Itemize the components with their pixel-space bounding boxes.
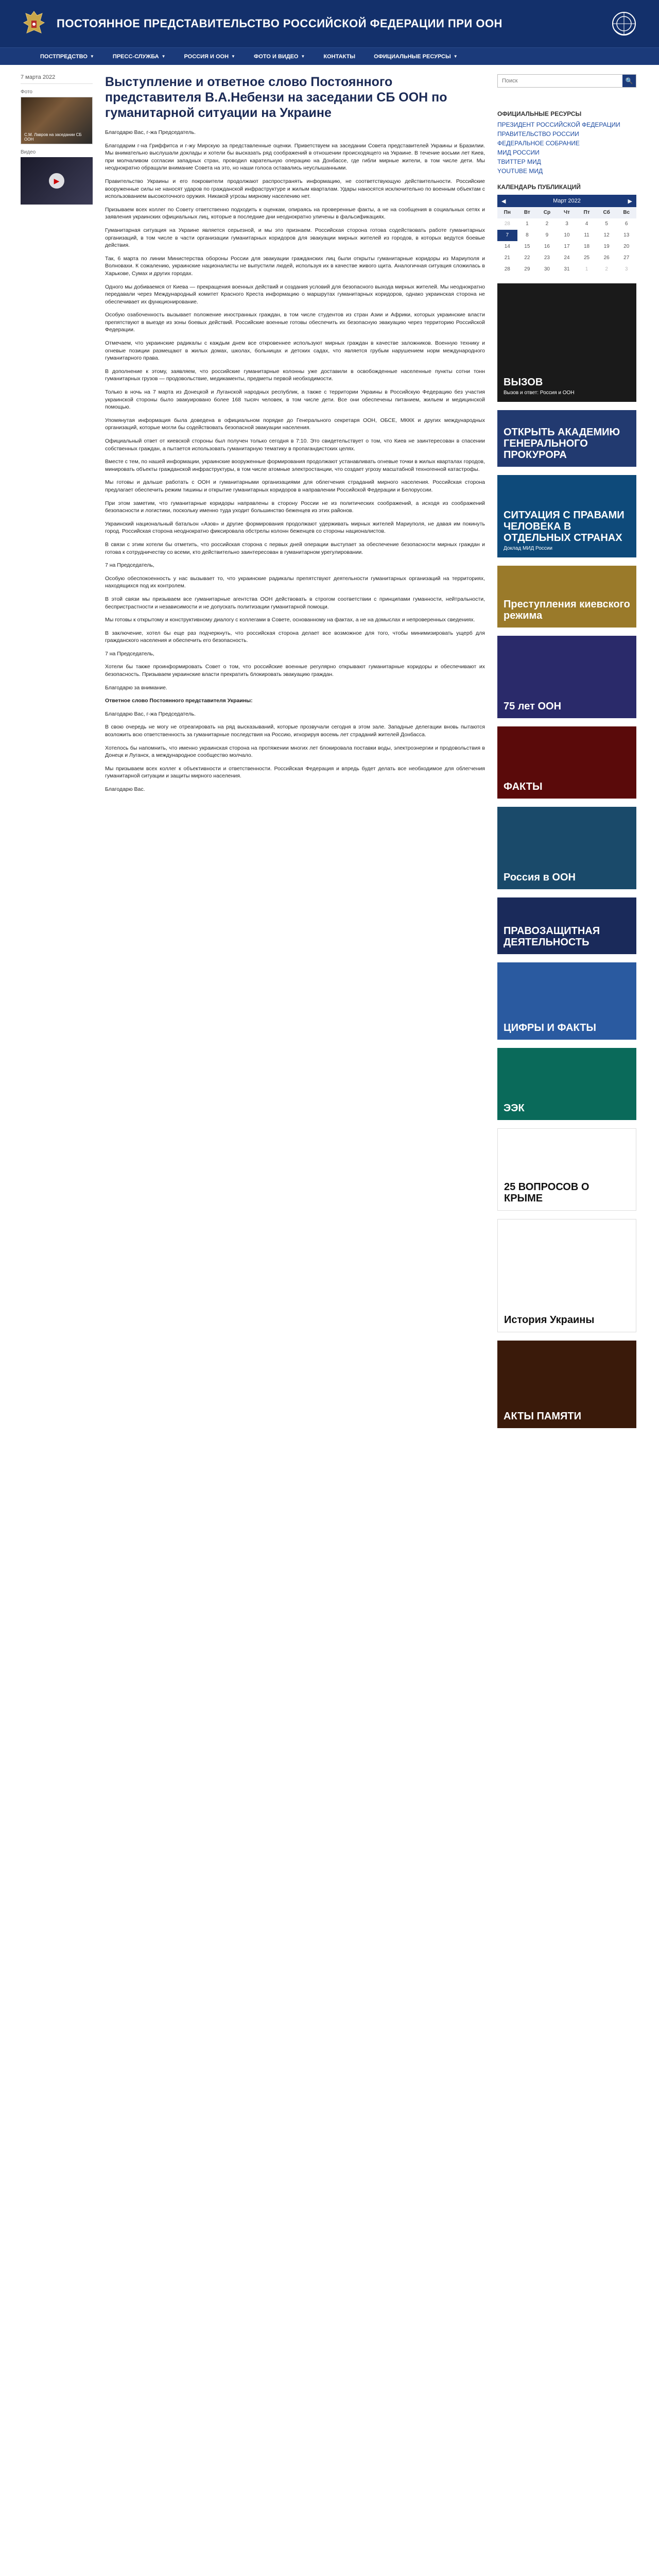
article-paragraph: В этой связи мы призываем все гуманитарные агентства ООН действовать в строгом соответствии с принципами гуманности, нейтральности, беспристрастности и независимости и не допускать политизации гуманитарной помощи. [105,596,485,610]
calendar-prev-icon[interactable]: ◀ [501,198,506,205]
calendar-day[interactable]: 3 [625,266,628,272]
video-thumbnail[interactable] [21,157,93,205]
search-input[interactable] [498,75,622,87]
banner-subtitle: Доклад МИД России [504,546,552,551]
banner-title: Преступления киевского режима [504,599,630,621]
article-paragraph: При этом заметим, что гуманитарные коридоры направлены в сторону России не из политических соображений, а исходя из соображений безопасности и логистики, поскольку именно туда уходит большинство беженцев из этих районов. [105,500,485,514]
resource-link[interactable]: ПРАВИТЕЛЬСТВО РОССИИ [497,130,579,138]
article-paragraph: Благодарим г-на Гриффитса и г-жу Мирскую за представленные оценки. Приветствуем на заседании Совета представителей Украины и Бразилии. Мы внимательно выслушали доклады и хотели бы высказать ряд соображений в отношении происходящего на Украине. В течение восьми лет Киев, при молчаливом согласии западных стран, проводил карательную операцию на Донбассе, где гибли мирные жители, в том числе дети. Мы неоднократно обращали внимание Совета на это, но наши голоса оставались неуслышанными. [105,142,485,172]
banner-title: СИТУАЦИЯ С ПРАВАМИ ЧЕЛОВЕКА В ОТДЕЛЬНЫХ СТРАНАХ [504,510,625,544]
calendar-day[interactable]: 14 [504,244,510,249]
nav-item-postpredstvo[interactable] [31,48,103,65]
article-paragraph: Официальный ответ от киевской стороны был получен только сегодня в 7:10. Это свидетельствует о том, что Киев не заинтересован в спасении собственных граждан, а пытается использовать гуманитарную тематику в пропагандистских целях. [105,438,485,452]
article-paragraph: Особую обеспокоенность у нас вызывает то, что украинские радикалы препятствуют деятельности гуманитарных организаций на территориях, находящихся под их контролем. [105,575,485,589]
article-paragraph: В свою очередь не могу не отреагировать на ряд высказываний, которые прозвучали сегодня в этом зале. Западные делегации вновь пытаются возложить всю ответственность за гуманитарные последствия на Россию, игнорируя восемь лет страданий жителей Донбасса. [105,724,485,738]
chevron-down-icon: ▼ [301,54,305,59]
calendar-day[interactable]: 11 [584,232,589,238]
banner-title: ОТКРЫТЬ АКАДЕМИЮ ГЕНЕРАЛЬНОГО ПРОКУРОРА [504,427,620,461]
calendar-day[interactable]: 29 [524,266,530,272]
resource-link[interactable]: YOUTUBE МИД [497,167,543,175]
calendar-day[interactable]: 13 [623,232,630,238]
calendar-day[interactable]: 31 [564,266,570,272]
publication-date: 7 марта 2022 [21,74,93,84]
calendar-weekday: Пн [497,207,517,218]
calendar-day[interactable]: 30 [544,266,550,272]
calendar-day[interactable]: 7 [497,230,517,241]
banner-title: ЭЭК [504,1103,525,1114]
calendar-next-icon[interactable]: ▶ [628,198,632,205]
banner-title: АКТЫ ПАМЯТИ [504,1411,581,1422]
calendar-day[interactable]: 2 [605,266,608,272]
calendar-day[interactable]: 10 [564,232,570,238]
calendar-day[interactable]: 21 [504,255,510,261]
play-icon[interactable]: ▶ [49,173,64,189]
calendar-day[interactable]: 23 [544,255,550,261]
nav-label: РОССИЯ И ООН [184,53,229,60]
article-paragraph: В заключение, хотел бы еще раз подчеркнуть, что российская сторона делает все возможное для того, чтобы минимизировать ущерб для гражданского населения и обеспечить его безопасность. [105,630,485,644]
article-paragraph: В связи с этим хотели бы отметить, что российская сторона с первых дней операции выступает за обеспечение безопасности мирных граждан и готова к сотрудничеству со всеми, кто действительно заинтересован в гуманитарном урегулировании. [105,541,485,555]
calendar-day[interactable]: 1 [526,221,529,227]
nav-label: ПОСТПРЕДСТВО [40,53,88,60]
article-paragraph: Благодарю Вас, г-жа Председатель. [105,129,196,135]
article-paragraph: В дополнение к этому, заявляем, что российские гуманитарные колонны уже доставили в освобожденные населенные пункты сотни тонн гуманитарных грузов — продовольствие, медикаменты, предметы первой необходимости. [105,368,485,382]
search-form [497,74,636,88]
article-paragraph: Особую озабоченность вызывает положение иностранных граждан, в том числе студентов из стран Азии и Африки, которых украинские власти препятствуют в выезде из зоны боевых действий. Российские военные готовы обеспечить их безопасную эвакуацию через территорию Российской Федерации. [105,312,485,333]
calendar-day[interactable]: 27 [623,255,630,261]
calendar-day[interactable]: 15 [524,244,530,249]
article-paragraph: Гуманитарная ситуация на Украине является серьезной, и мы это признаем. Российская сторона готова содействовать работе гуманитарных организаций, в том числе в части организации гуманитарных коридоров для эвакуации мирных жителей из городов, в которых ведутся боевые действия. [105,227,485,249]
banner-title: История Украины [504,1314,595,1326]
article-paragraph: Ответное слово Постоянного представителя Украины: [105,698,253,704]
article-title: Выступление и ответное слово Постоянного представителя В.А.Небензи на заседании СБ ООН по гуманитарной ситуации на Украине [105,75,447,120]
article-paragraph: Мы призываем всех коллег к объективности и ответственности. Российская Федерация и впредь будет делать все необходимое для облегчения гуманитарной ситуации и защиты мирного населения. [105,765,485,779]
right-sidebar [497,74,636,2576]
article-paragraph: Правительство Украины и его покровители продолжают распространять информацию, не соответствующую действительности. Российские вооруженные силы не наносят ударов по гражданской инфраструктуре и жилым кварталам. Удары наносятся исключительно по военным объектам с использованием высокоточного оружия. Никакой угрозы мирному населению нет. [105,178,485,200]
promo-banner[interactable] [497,475,636,557]
promo-banner[interactable] [497,1219,636,1332]
calendar-day[interactable]: 2 [545,221,549,227]
resources-heading: ОФИЦИАЛЬНЫЕ РЕСУРСЫ [497,110,582,117]
un-emblem-icon[interactable] [610,9,638,38]
photo-thumbnail[interactable] [21,97,93,144]
promo-banner[interactable] [497,283,636,402]
article-paragraph: Мы готовы и дальше работать с ООН и гуманитарными организациями для облегчения страданий мирного населения. Российская сторона предлагает обеспечить режим тишины и открытие гуманитарных коридоров в направлении Российской Федерации и Белоруссии. [105,479,485,493]
article-paragraph: 7 на Председатель, [105,650,154,657]
nav-label: ПРЕСС-СЛУЖБА [112,53,159,60]
article-paragraph: Отмечаем, что украинские радикалы с каждым днем все откровеннее используют мирных граждан в качестве заложников. Военную технику и огневые позиции размещают в жилых домах, школах, больницах и детских садах, что является грубым нарушением норм международного гуманитарного права. [105,340,485,362]
promo-banner[interactable] [497,807,636,889]
article-paragraph: Призываем всех коллег по Совету ответственно подходить к оценкам, опираясь на проверенные факты, а не на сообщения в социальных сетях и заявления украинских официальных лиц, которые в последние дни неоднократно уличены в фальсификациях. [105,206,485,221]
photo-caption: С.М. Лавров на заседании СБ ООН [24,132,82,142]
article-paragraph: Благодарю Вас, г-жа Председатель. [105,710,196,717]
calendar-weekday: Вт [517,207,537,218]
nav-label: КОНТАКТЫ [323,53,356,60]
nav-item-resources[interactable] [365,48,467,65]
banner-title: ПРАВОЗАЩИТНАЯ ДЕЯТЕЛЬНОСТЬ [504,925,600,948]
article-paragraph: Упомянутая информация была доведена в официальном порядке до Генерального секретаря ООН, ОБСЕ, МККК и других международных организаций, которые могли бы содействовать безопасной эвакуации населения. [105,417,485,431]
article-column [105,74,485,2576]
promo-banner[interactable] [497,726,636,799]
coat-of-arms-icon[interactable] [21,8,47,39]
calendar-day[interactable]: 28 [504,221,510,227]
calendar-weekday: Пт [577,207,597,218]
article-paragraph: Украинский национальный батальон «Азов» и другие формирования продолжают удерживать мирных жителей Мариуполя, не давая им покинуть город. Российская сторона неоднократно фиксировала обстрелы колонн беженцев со стороны националистов. [105,520,485,535]
resource-link[interactable]: ФЕДЕРАЛЬНОЕ СОБРАНИЕ [497,140,580,147]
calendar-day[interactable]: 12 [603,232,610,238]
calendar-day[interactable]: 3 [565,221,568,227]
calendar-grid [497,207,636,275]
photo-label: Фото [21,89,32,95]
calendar-day[interactable]: 8 [526,232,529,238]
calendar-day[interactable]: 19 [603,244,610,249]
resource-link[interactable]: ПРЕЗИДЕНТ РОССИЙСКОЙ ФЕДЕРАЦИИ [497,121,620,128]
article-paragraph: Мы готовы к открытому и конструктивному диалогу с коллегами в Совете, основанному на фактах, а не на домыслах и непроверенных сведениях. [105,617,475,623]
article-paragraph: Одного мы добиваемся от Киева — прекращения военных действий и создания условий для безопасного выхода мирных жителей. Мы неоднократно передавали через Международный комитет Красного Креста информацию о маршрутах гуманитарных коридоров, однако украинская сторона не обеспечивает их функционирование. [105,283,485,305]
promo-banner[interactable] [497,1048,636,1120]
promo-banner[interactable] [497,1128,636,1211]
calendar-nav [497,195,636,207]
promo-banner[interactable] [497,962,636,1040]
main-navigation [0,47,659,65]
page-content [0,65,659,2576]
nav-item-press[interactable] [103,48,175,65]
calendar-day[interactable]: 20 [623,244,630,249]
article-paragraph: Хотели бы также проинформировать Совет о том, что российские военные регулярно открывают гуманитарные коридоры и обеспечивают их безопасность. Призываем украинские власти прекратить блокировать эвакуацию граждан. [105,664,485,678]
article-paragraph: 7 на Председатель, [105,562,154,569]
calendar-day[interactable]: 25 [584,255,590,261]
nav-label: ФОТО И ВИДЕО [253,53,299,60]
video-label: Видео [21,149,36,155]
calendar-day[interactable]: 24 [564,255,570,261]
banner-title: ЦИФРЫ И ФАКТЫ [504,1022,596,1033]
nav-item-contacts[interactable] [314,48,365,65]
resource-link[interactable]: ТВИТТЕР МИД [497,158,541,165]
promo-banner[interactable] [497,410,636,467]
calendar-day[interactable]: 28 [504,266,510,272]
article-paragraph: Вместе с тем, по нашей информации, украинские вооруженные формирования продолжают устанавливать огневые точки в жилых кварталах городов, минировать объекты гражданской инфраструктуры, в том числе атомные электростанции, что создает угрозу масштабной техногенной катастрофы. [105,459,485,472]
calendar-day[interactable]: 26 [603,255,610,261]
chevron-down-icon: ▼ [161,54,166,59]
article-body [105,129,485,793]
calendar-weekday: Чт [557,207,577,218]
calendar-day[interactable]: 4 [585,221,588,227]
calendar-day[interactable]: 9 [545,232,549,238]
article-paragraph: Благодарю за внимание. [105,684,167,691]
nav-item-russia-un[interactable] [175,48,244,65]
banner-title: ВЫЗОВ [504,377,543,388]
chevron-down-icon: ▼ [231,54,235,59]
banner-subtitle: Вызов и ответ: Россия и ООН [504,390,575,396]
calendar-day[interactable]: 17 [564,244,570,249]
calendar-heading: КАЛЕНДАРЬ ПУБЛИКАЦИЙ [497,183,581,191]
resources-list [497,121,636,175]
banner-list [497,283,636,1428]
calendar-day[interactable]: 16 [544,244,550,249]
chevron-down-icon: ▼ [90,54,94,59]
article-paragraph: Так, 6 марта по линии Министерства обороны России для эвакуации гражданских лиц были открыты гуманитарные коридоры из Мариуполя и Волновахи. К сожалению, украинские националисты не выпустили людей, используя их в качестве живого щита. Аналогичная ситуация сложилась в Харькове, Сумах и других городах. [105,255,485,277]
left-sidebar [21,74,93,2576]
calendar-day[interactable]: 18 [584,244,590,249]
article-paragraph: Хотелось бы напомнить, что именно украинская сторона на протяжении многих лет блокировала поставки воды, электроэнергии и продовольствия в Донецк и Луганск, а международное сообщество молчало. [105,744,485,759]
promo-banner[interactable] [497,1341,636,1428]
nav-item-photo-video[interactable] [245,48,314,65]
calendar-day[interactable]: 1 [585,266,588,272]
nav-label: ОФИЦИАЛЬНЫЕ РЕСУРСЫ [374,53,451,60]
calendar-weekday: Вс [616,207,636,218]
article-paragraph: Только в ночь на 7 марта из Донецкой и Луганской народных республик, а также с территории Украины в Российскую Федерацию без участия украинской стороны было эвакуировано более 168 тысяч человек, в том числе дети. Все они обеспечены питанием, жильем и медицинской помощью. [105,389,485,411]
site-title[interactable]: ПОСТОЯННОЕ ПРЕДСТАВИТЕЛЬСТВО РОССИЙСКОЙ ФЕДЕРАЦИИ ПРИ ООН [57,17,502,30]
banner-title: Россия в ООН [504,872,576,883]
banner-title: 75 лет ООН [504,701,562,712]
calendar-day[interactable]: 5 [605,221,608,227]
calendar-weekday: Сб [597,207,617,218]
calendar-weekday: Ср [537,207,557,218]
resource-link[interactable]: МИД РОССИИ [497,149,540,156]
search-button[interactable]: 🔍 [622,75,636,87]
promo-banner[interactable] [497,897,636,954]
calendar-month: Март 2022 [553,198,581,204]
calendar-day[interactable]: 6 [625,221,628,227]
article-paragraph: Благодарю Вас. [105,786,145,792]
calendar-day[interactable]: 22 [524,255,530,261]
chevron-down-icon: ▼ [453,54,458,59]
site-header [0,0,659,47]
banner-title: 25 ВОПРОСОВ О КРЫМЕ [504,1181,589,1204]
promo-banner[interactable] [497,636,636,718]
banner-title: ФАКТЫ [504,781,543,792]
promo-banner[interactable] [497,566,636,628]
